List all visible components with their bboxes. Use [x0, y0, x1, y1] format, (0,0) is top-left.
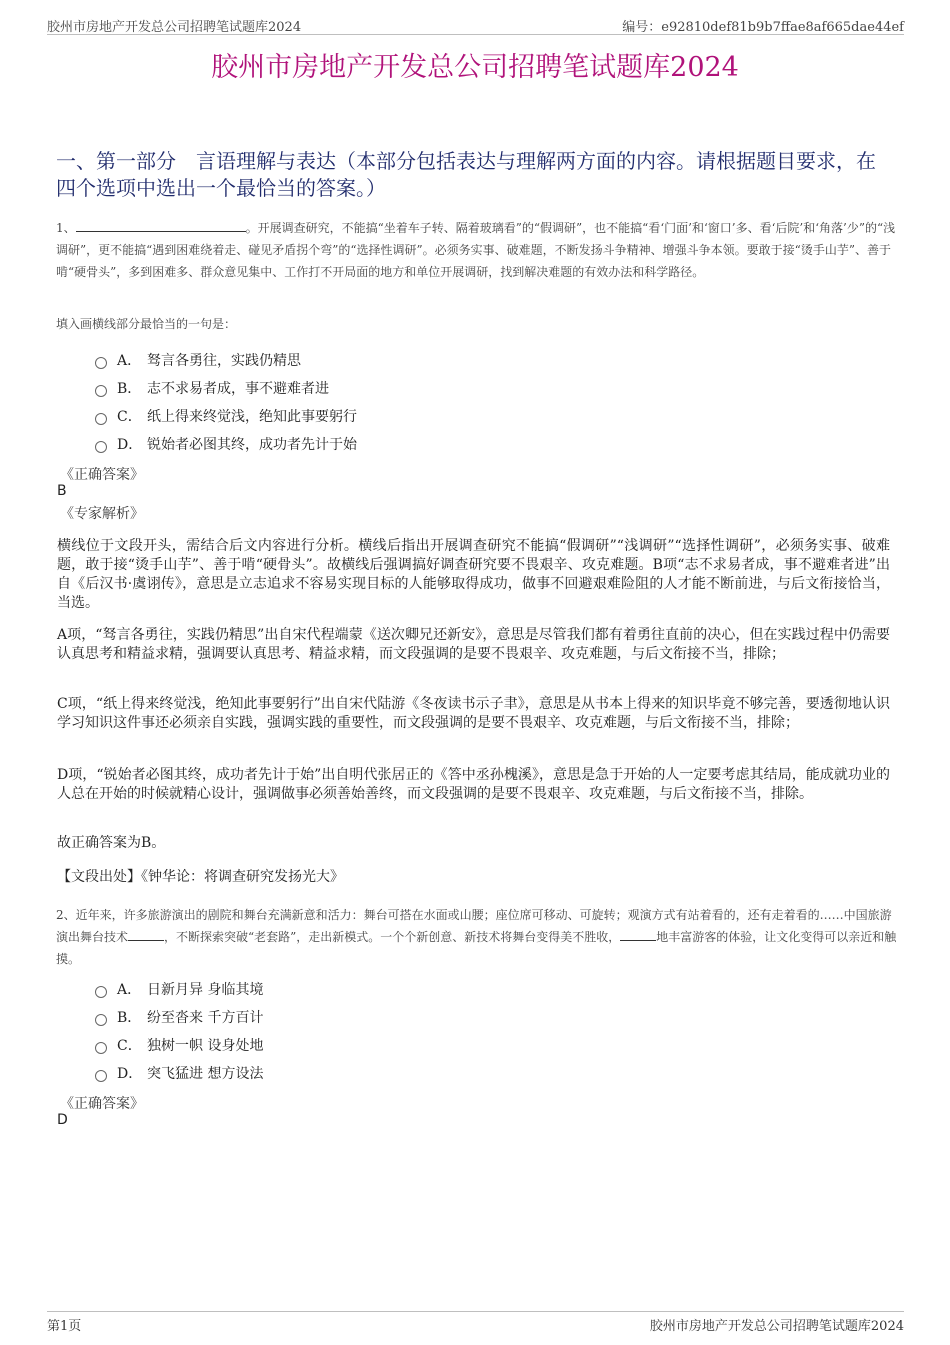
question-2-blank-1 [128, 928, 164, 941]
analysis-source: 【文段出处】《钟华论：将调查研究发扬光大》 [57, 869, 344, 885]
header-doc-title: 胶州市房地产开发总公司招聘笔试题库2024 [47, 20, 302, 35]
option-d[interactable] [95, 430, 357, 458]
question-2-answer-label: 《正确答案》 [60, 1096, 144, 1112]
option-c[interactable] [95, 402, 357, 430]
question-2-stem [56, 904, 900, 970]
option-text: 纸上得来终觉浅，绝知此事要躬行 [147, 409, 357, 425]
question-2-text: ，不断探索突破“老套路”，走出新模式。一个个新创意、新技术将舞台变得美不胜收， [164, 930, 621, 944]
question-2-number: 2、 [56, 908, 76, 922]
page-header [47, 14, 904, 35]
option-text: 志不求易者成，事不避难者进 [147, 381, 329, 397]
radio-icon[interactable] [95, 413, 107, 425]
option-b[interactable] [95, 374, 357, 402]
question-2-answer: D [57, 1112, 68, 1128]
analysis-paragraph: A项，“驽言各勇往，实践仍精思”出自宋代程端蒙《送次卿兄还新安》，意思是尽管我们都有着勇往直前的决心，但在实践过程中仍需要认真思考和精益求精，强调要认真思考、精益求精，而文段强调的是要不畏艰辛、攻克难题，与后文衔接不当，排除； [57, 627, 890, 662]
option-letter: C． [117, 409, 142, 425]
radio-icon[interactable] [95, 986, 107, 998]
section-heading: 一、第一部分 言语理解与表达（本部分包括表达与理解两方面的内容。请根据题目要求，在四个选项中选出一个最恰当的答案。） [56, 149, 876, 200]
question-2-text: 地丰富游客的体验，让文化变得可以亲近和触摸。 [56, 930, 897, 966]
analysis-paragraph: C项，“纸上得来终觉浅，绝知此事要躬行”出自宋代陆游《冬夜读书示子聿》，意思是从书本上得来的知识毕竟不够完善，要透彻地认识学习知识这件事还必须亲自实践，强调实践的重要性，而文段强调的是要不畏艰辛、攻克难题，与后文衔接不当，排除； [57, 696, 890, 731]
radio-icon[interactable] [95, 385, 107, 397]
question-1-answer-label: 《正确答案》 [60, 467, 144, 483]
analysis-paragraph: 横线位于文段开头，需结合后文内容进行分析。横线后指出开展调查研究不能搞“假调研”“浅调研”“选择性调研”，必须务实事、破难题，敢于接“烫手山芋”、善于啃“硬骨头”。故横线后强调搞好调查研究要不畏艰辛、攻克难题。B项“志不求易者成，事不避难者进”出自《后汉书·虞诩传》，意思是立志追求不容易实现目标的人能够取得成功，做事不回避艰难险阻的人才能不断前进，与后文衔接恰当，当选。 [57, 538, 890, 611]
option-letter: D． [117, 1066, 143, 1082]
option-letter: A． [117, 982, 142, 998]
option-b[interactable] [95, 1003, 263, 1031]
option-letter: B． [117, 381, 142, 397]
option-text: 纷至沓来 千方百计 [147, 1010, 264, 1026]
radio-icon[interactable] [95, 357, 107, 369]
option-letter: D． [117, 437, 143, 453]
radio-icon[interactable] [95, 1070, 107, 1082]
question-1-analysis-label: 《专家解析》 [60, 506, 144, 522]
page-footer [47, 1311, 904, 1338]
option-a[interactable] [95, 975, 263, 1003]
radio-icon[interactable] [95, 1042, 107, 1054]
page-number: 第1页 [47, 1319, 82, 1334]
option-letter: A． [117, 353, 142, 369]
question-2-text: 近年来，许多旅游演出的剧院和舞台充满新意和活力：舞台可搭在水面或山腰；座位席可移动、可旋转；观演方式有站着看的，还有走着看的……中国旅游演出舞台技术 [56, 908, 892, 944]
question-2-options [95, 975, 263, 1087]
question-2-blank-2 [620, 928, 656, 941]
option-text: 驽言各勇往，实践仍精思 [147, 353, 301, 369]
option-text: 突飞猛进 想方设法 [147, 1066, 264, 1082]
option-text: 独树一帜 设身处地 [147, 1038, 264, 1054]
option-d[interactable] [95, 1059, 263, 1087]
option-text: 日新月异 身临其境 [147, 982, 264, 998]
question-1-options [95, 346, 357, 458]
question-1-text: 。开展调查研究，不能搞“坐着车子转、隔着玻璃看”的“假调研”，也不能搞“看‘门面’和‘窗口’多、看‘后院’和‘角落’少”的“浅调研”，更不能搞“遇到困难绕着走、碰见矛盾拐个弯”的“选择性调研”。必须务实事、破难题，不断发扬斗争精神、增强斗争本领。要敢于接“烫手山芋”、善于啃“硬骨头”，多到困难多、群众意见集中、工作打不开局面的地方和单位开展调研，找到解决难题的有效办法和科学路径。 [56, 221, 896, 279]
question-1-number: 1、 [56, 221, 76, 235]
question-1-stem [56, 217, 900, 283]
radio-icon[interactable] [95, 441, 107, 453]
option-letter: B． [117, 1010, 142, 1026]
analysis-paragraph: D项，“锐始者必图其终，成功者先计于始”出自明代张居正的《答中丞孙槐溪》，意思是急于开始的人一定要考虑其结局，能成就功业的人总在开始的时候就精心设计，强调做事必须善始善终，而文段强调的是要不畏艰辛、攻克难题，与后文衔接不当，排除。 [57, 767, 890, 802]
footer-doc-title: 胶州市房地产开发总公司招聘笔试题库2024 [649, 1319, 904, 1334]
header-doc-id: 编号：e92810def81b9b7ffae8af665dae44ef [622, 20, 904, 35]
question-1-answer: B [57, 483, 67, 499]
analysis-conclusion: 故正确答案为B。 [57, 835, 166, 851]
radio-icon[interactable] [95, 1014, 107, 1026]
option-text: 锐始者必图其终，成功者先计于始 [147, 437, 357, 453]
page-title: 胶州市房地产开发总公司招聘笔试题库2024 [211, 52, 739, 83]
option-a[interactable] [95, 346, 357, 374]
option-letter: C． [117, 1038, 142, 1054]
option-c[interactable] [95, 1031, 263, 1059]
question-1-blank [76, 219, 246, 232]
question-1-instruction: 填入画横线部分最恰当的一句是： [56, 317, 237, 331]
